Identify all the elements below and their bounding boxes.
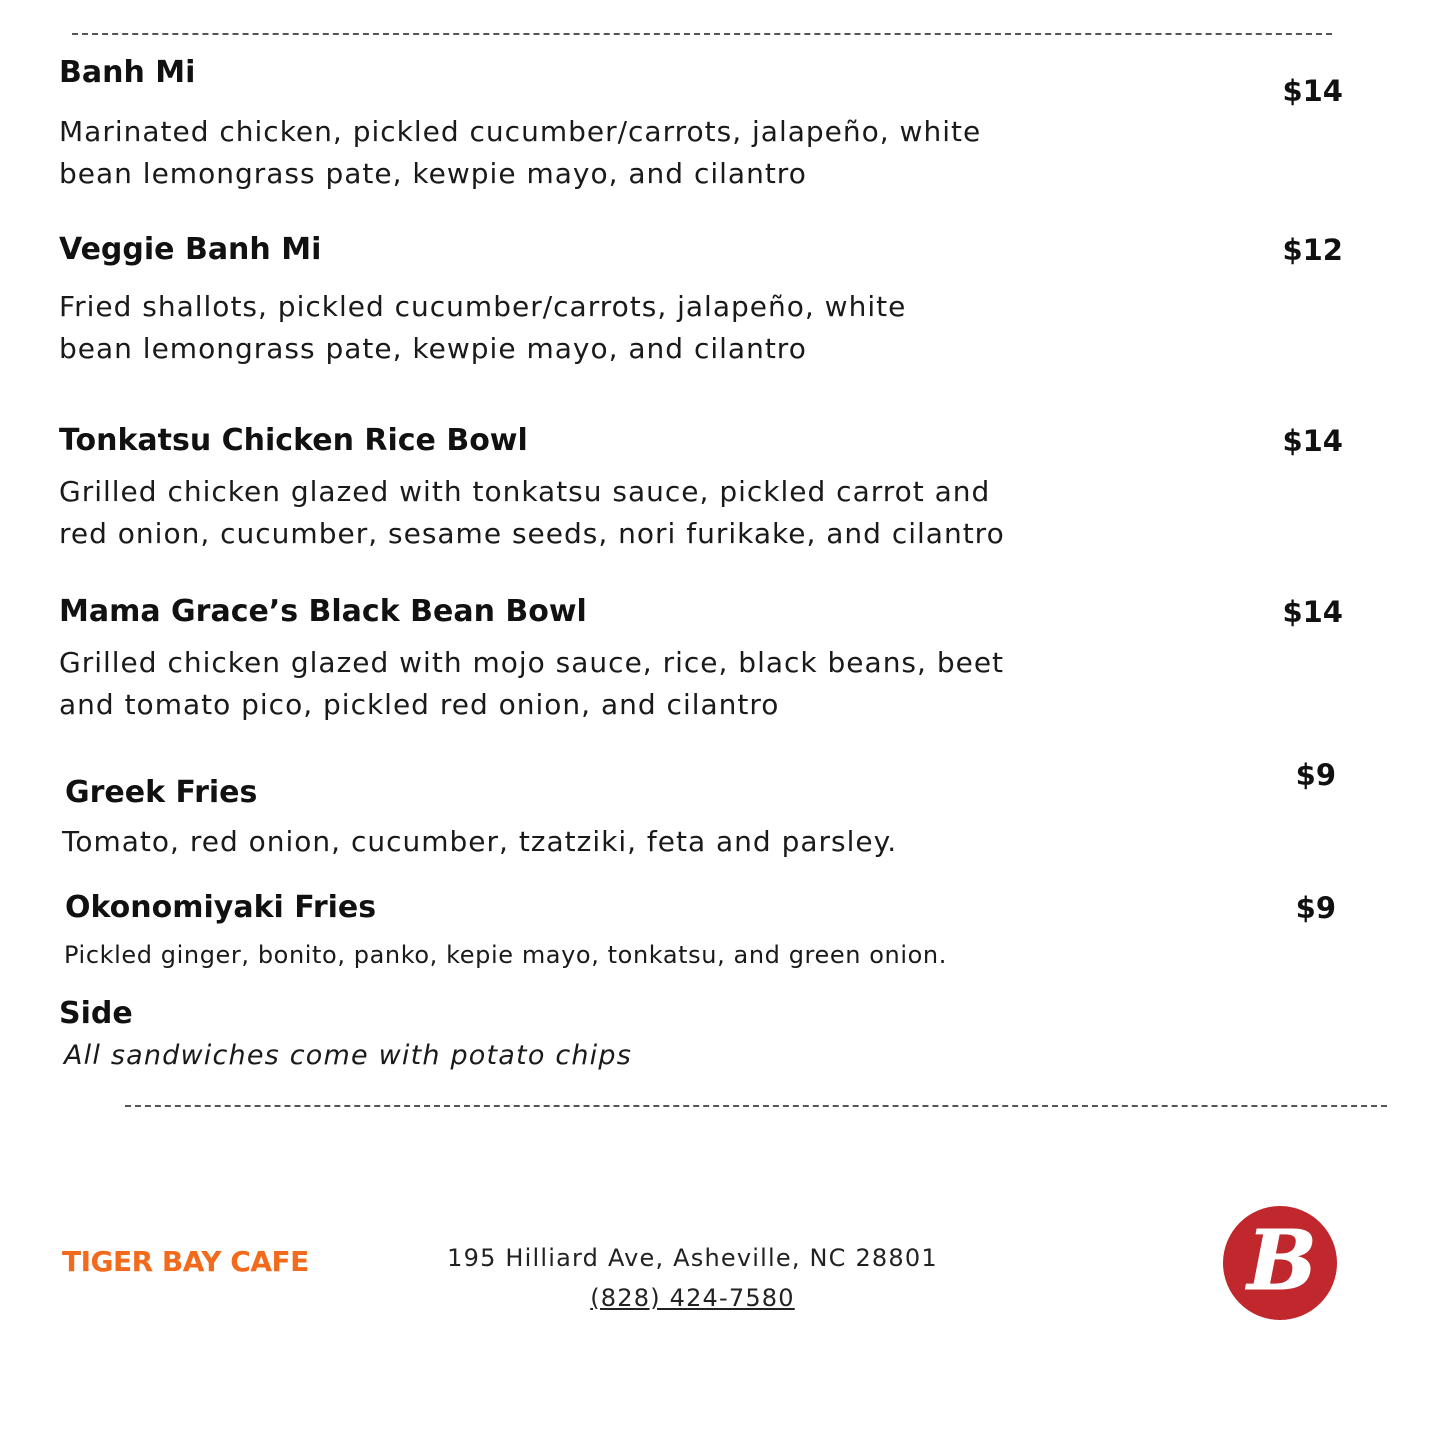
item-description-line: bean lemongrass pate, kewpie mayo, and cilantro xyxy=(59,332,807,365)
item-price: $14 xyxy=(1282,424,1343,458)
item-description-line: Marinated chicken, pickled cucumber/carrots, jalapeño, white xyxy=(59,115,982,148)
phone-link[interactable]: (828) 424-7580 xyxy=(590,1284,795,1312)
item-name: Tonkatsu Chicken Rice Bowl xyxy=(59,423,528,458)
item-price: $14 xyxy=(1282,74,1343,108)
item-name: Banh Mi xyxy=(59,55,196,90)
bottom-divider xyxy=(125,1105,1387,1107)
item-description-line: Grilled chicken glazed with mojo sauce, rice, black beans, beet xyxy=(59,646,1005,679)
brand-name: TIGER BAY CAFE xyxy=(62,1245,309,1278)
item-name: Mama Grace’s Black Bean Bowl xyxy=(59,594,587,629)
item-description-line: Pickled ginger, bonito, panko, kepie mayo, tonkatsu, and green onion. xyxy=(64,941,947,969)
side-title: Side xyxy=(59,996,133,1031)
item-name: Veggie Banh Mi xyxy=(59,232,322,267)
item-price: $9 xyxy=(1295,758,1336,792)
contact-info xyxy=(420,1238,965,1318)
item-description-line: Grilled chicken glazed with tonkatsu sauce, pickled carrot and xyxy=(59,475,991,508)
logo-b-icon xyxy=(1222,1205,1338,1321)
item-description-line: bean lemongrass pate, kewpie mayo, and cilantro xyxy=(59,157,807,190)
item-name: Okonomiyaki Fries xyxy=(65,890,377,925)
item-description-line: red onion, cucumber, sesame seeds, nori furikake, and cilantro xyxy=(59,517,1005,550)
item-price: $12 xyxy=(1282,233,1343,267)
item-price: $9 xyxy=(1295,891,1336,925)
top-divider xyxy=(72,33,1332,35)
item-description-line: and tomato pico, pickled red onion, and cilantro xyxy=(59,688,780,721)
logo-letter: B xyxy=(1247,1213,1317,1309)
item-price: $14 xyxy=(1282,595,1343,629)
item-description-line: Fried shallots, pickled cucumber/carrots, jalapeño, white xyxy=(59,290,907,323)
address: 195 Hilliard Ave, Asheville, NC 28801 xyxy=(447,1244,938,1272)
side-note: All sandwiches come with potato chips xyxy=(64,1040,632,1071)
item-description-line: Tomato, red onion, cucumber, tzatziki, feta and parsley. xyxy=(62,825,898,858)
item-name: Greek Fries xyxy=(65,775,258,810)
